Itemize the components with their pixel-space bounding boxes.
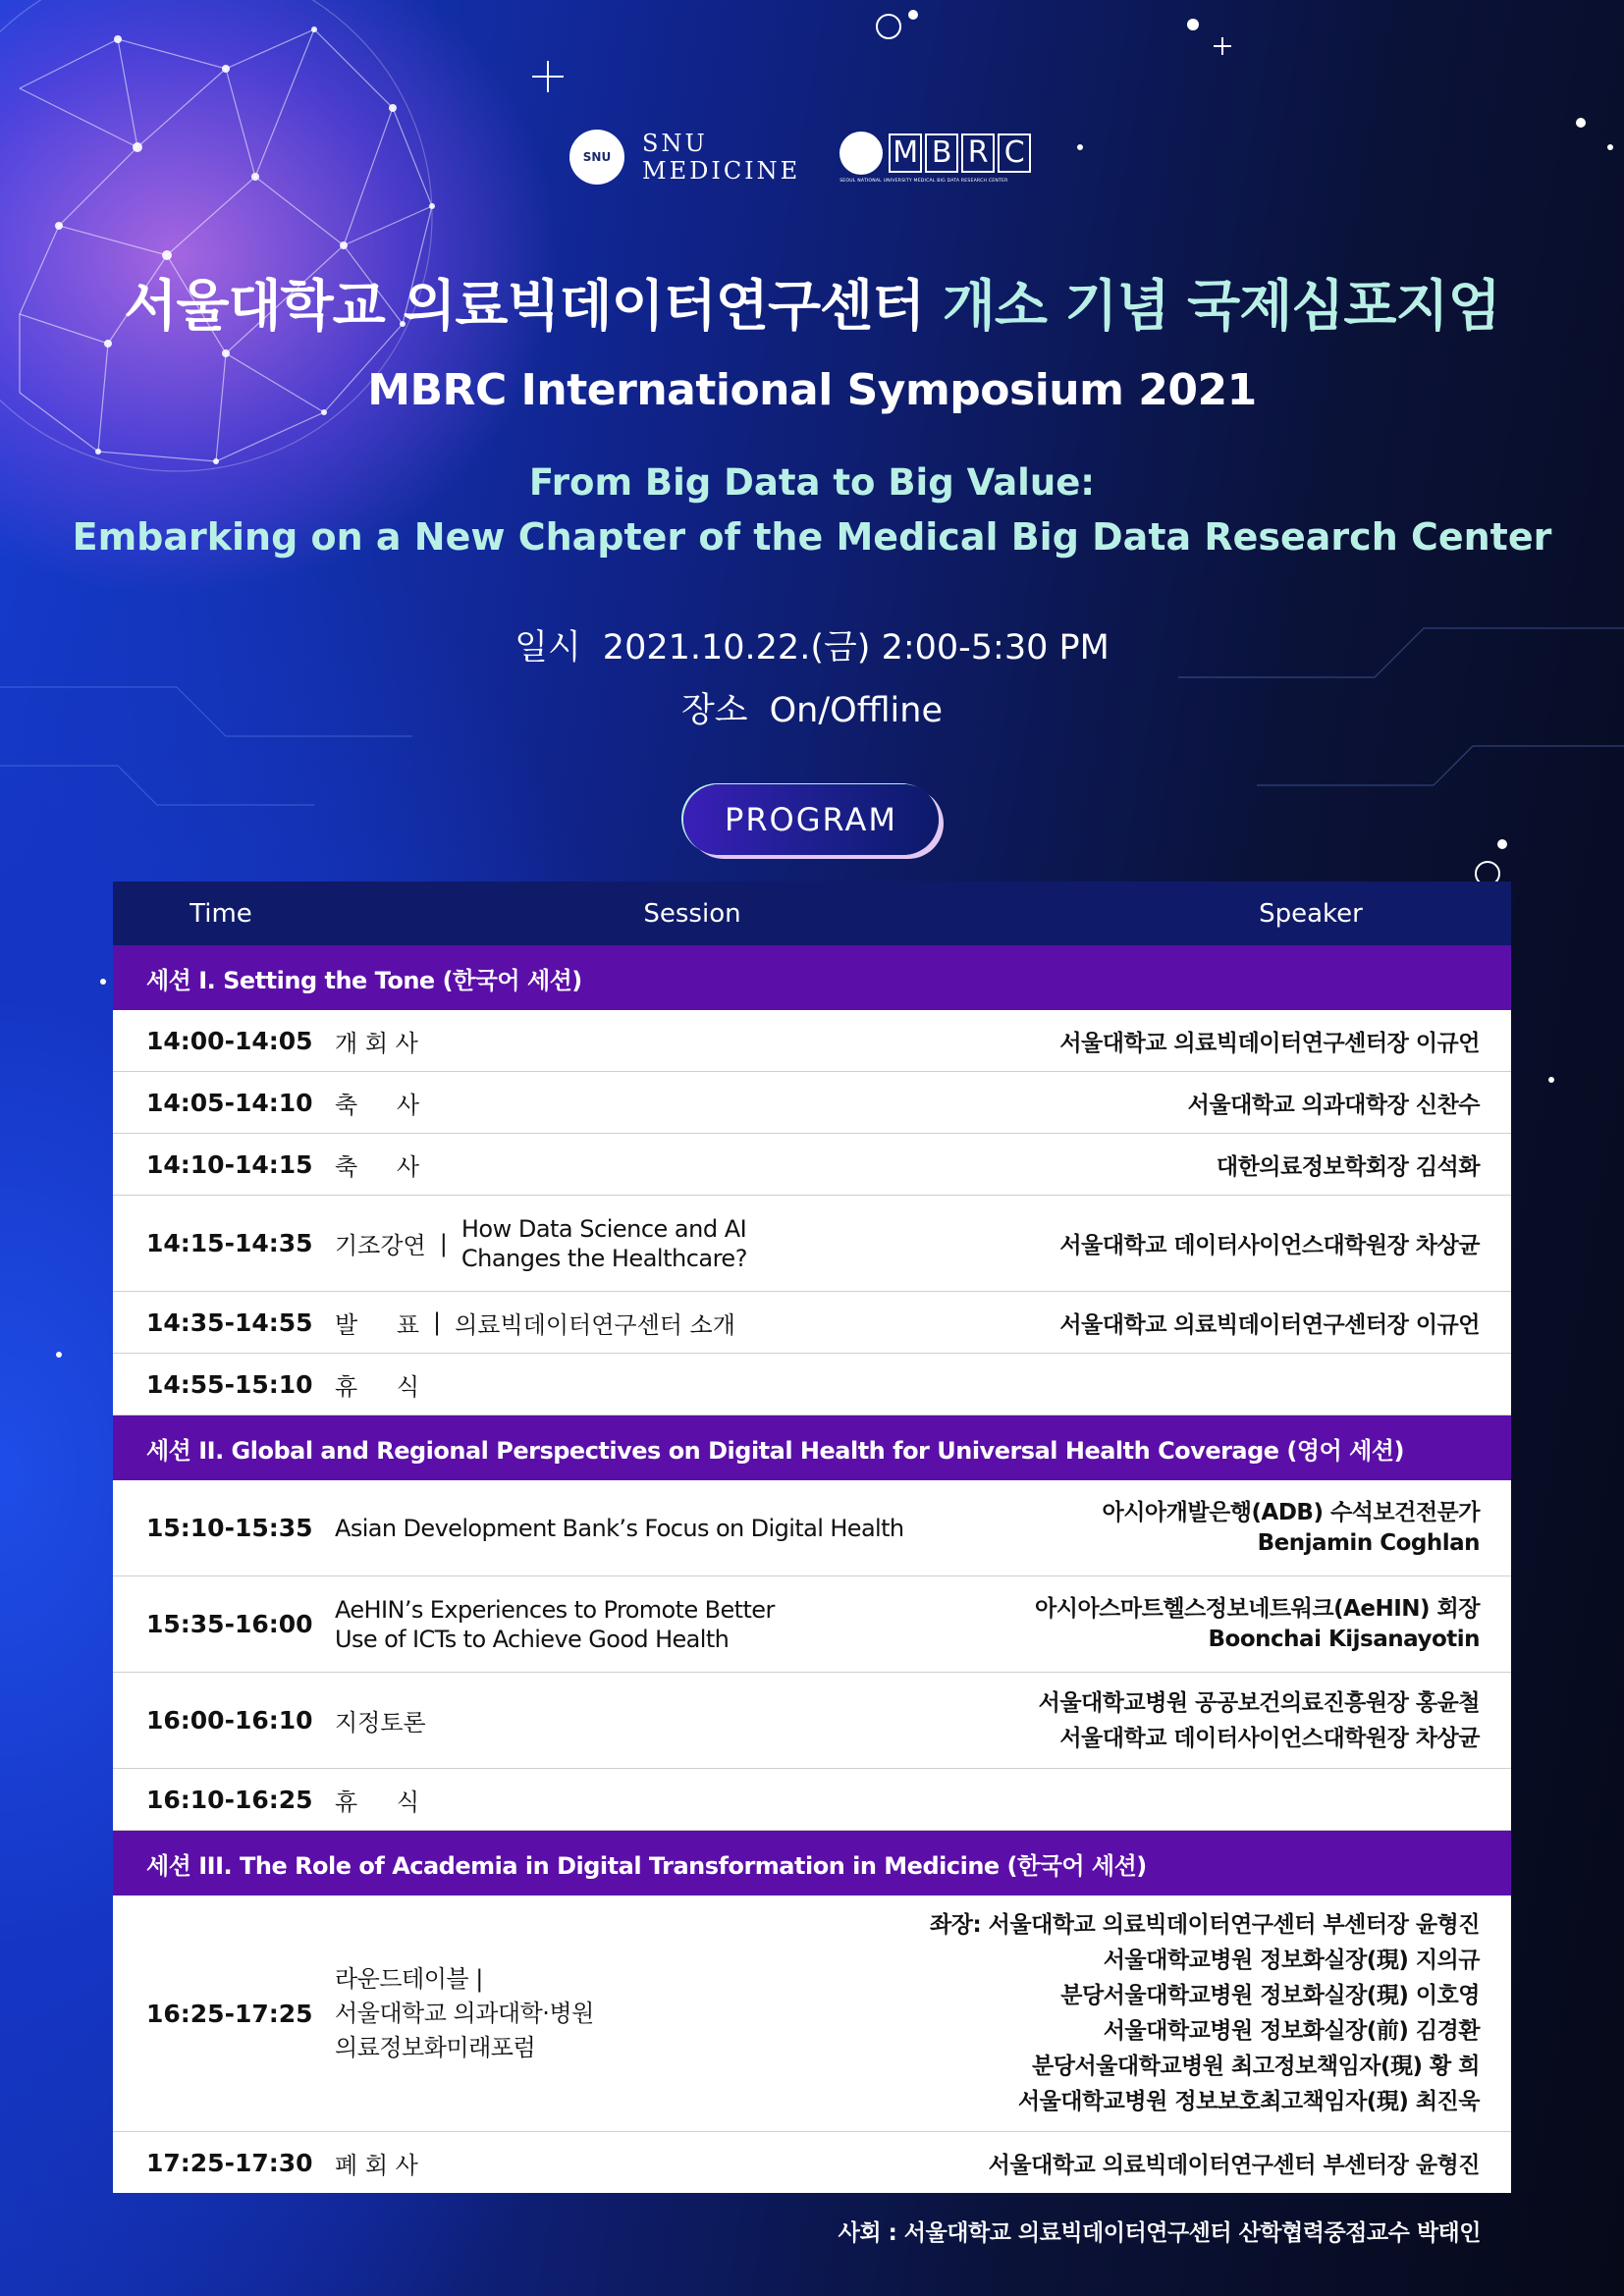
row-session: 휴 식	[335, 1372, 419, 1401]
row-session: 폐 회 사	[335, 2151, 418, 2179]
row-speaker: 서울대학교병원 공공보건의료진흥원장 홍윤철 서울대학교 데이터사이언스대학원장 차상균	[1038, 1689, 1480, 1751]
logo-bar	[569, 123, 1034, 191]
row-time: 15:35-16:00	[146, 1610, 313, 1638]
row-time: 14:35-14:55	[146, 1308, 313, 1337]
place-label: 장소	[681, 691, 748, 730]
row-speaker: 아시아개발은행(ADB) 수석보건전문가 Benjamin Coghlan	[1102, 1499, 1480, 1556]
program-table	[113, 881, 1511, 2193]
table-row	[113, 1354, 1511, 1415]
mbrc-letter: M	[889, 133, 922, 173]
row-session: 휴 식	[335, 1788, 419, 1816]
session-desc-line2: Changes the Healthcare?	[460, 1244, 747, 1272]
event-date	[0, 620, 1624, 669]
title-korean-accent: 개소 기념 국제심포지엄	[942, 275, 1500, 339]
row-speaker: 서울대학교 의료빅데이터연구센터장 이규언	[1059, 1030, 1480, 1056]
row-time: 16:25-17:25	[146, 1999, 313, 2028]
row-session: 지정토론	[335, 1709, 426, 1736]
subtitle-line2: Embarking on a New Chapter of the Medical Big Data Research Center	[72, 515, 1552, 559]
snu-medicine-logo	[642, 130, 800, 185]
place-value: On/Offline	[769, 691, 943, 730]
mbrc-logo	[839, 132, 1034, 184]
row-speaker: 서울대학교 데이터사이언스대학원장 차상균	[1059, 1233, 1480, 1258]
event-place	[0, 683, 1624, 732]
row-time: 14:55-15:10	[146, 1369, 313, 1399]
row-session: Asian Development Bank’s Focus on Digital Health	[335, 1514, 904, 1542]
row-speaker: 아시아스마트헬스정보네트워크(AeHIN) 회장 Boonchai Kijsanayotin	[1035, 1595, 1480, 1652]
title-korean	[0, 263, 1624, 342]
title-korean-main: 서울대학교 의료빅데이터연구센터	[124, 275, 925, 339]
row-time: 14:00-14:05	[146, 1026, 313, 1055]
row-time: 16:00-16:10	[146, 1706, 313, 1735]
separator: |	[439, 1229, 448, 1257]
snu-logo-line2: MEDICINE	[642, 157, 801, 185]
date-value: 2021.10.22.(금) 2:00-5:30 PM	[602, 628, 1110, 667]
row-session: 발 표 | 의료빅데이터연구센터 소개	[335, 1292, 735, 1353]
mbrc-letter: R	[961, 133, 995, 173]
table-row	[113, 1769, 1511, 1831]
session-desc-line1: How Data Science and AI	[460, 1214, 747, 1243]
row-session: AeHIN’s Experiences to Promote Better Use of ICTs to Achieve Good Health	[335, 1595, 775, 1653]
table-row	[113, 1292, 1511, 1354]
table-row	[113, 1072, 1511, 1134]
snu-emblem-icon: SNU	[569, 130, 624, 185]
separator: |	[433, 1308, 442, 1336]
table-row	[113, 1673, 1511, 1769]
subtitle-line1: From Big Data to Big Value:	[528, 461, 1096, 504]
row-speaker: 서울대학교 의료빅데이터연구센터장 이규언	[1059, 1311, 1480, 1338]
table-row	[113, 1576, 1511, 1673]
session-desc: 의료빅데이터연구센터 소개	[455, 1310, 735, 1339]
row-speaker: 대한의료정보학회장 김석화	[1216, 1153, 1480, 1180]
snu-logo-line1: SNU	[642, 130, 708, 157]
section-2-heading: 세션 II. Global and Regional Perspectives on Digital Health for Universal Health Coverage (영어 세션)	[113, 1415, 1511, 1480]
mbrc-letter: B	[925, 133, 958, 173]
row-speaker: 서울대학교 의료빅데이터연구센터 부센터장 윤형진	[988, 2152, 1480, 2178]
section-3-heading: 세션 III. The Role of Academia in Digital Transformation in Medicine (한국어 세션)	[113, 1831, 1511, 1896]
host-credit: 사회 : 서울대학교 의료빅데이터연구센터 산학협력중점교수 박태인	[838, 2220, 1481, 2246]
row-session: 개 회 사	[335, 1029, 418, 1057]
row-time: 14:05-14:10	[146, 1088, 313, 1117]
header-speaker: Speaker	[1259, 898, 1363, 929]
moderator: 좌장: 서울대학교 의료빅데이터연구센터 부센터장 윤형진	[930, 1912, 1480, 1938]
row-session: 축 사	[335, 1152, 419, 1181]
row-speaker: 좌장: 서울대학교 의료빅데이터연구센터 부센터장 윤형진 서울대학교병원 정보화실장(現) 지의규 분당서울대학교병원 정보화실장(現) 이호영 서울대학교병원 정보화실장(前) 김경환 분당서울대학교병원 최고정보책임자(現) 황 희 서울대학교병원 정보보호최고책임자(現) 최진욱	[930, 1896, 1480, 2131]
row-time: 17:25-17:30	[146, 2148, 313, 2177]
table-row	[113, 1134, 1511, 1196]
mbrc-letter: C	[998, 133, 1031, 173]
row-time: 15:10-15:35	[146, 1514, 313, 1542]
mbrc-logo-subtext: SEOUL NATIONAL UNIVERSITY MEDICAL BIG DATA RESEARCH CENTER	[839, 178, 1008, 184]
table-row	[113, 1480, 1511, 1576]
row-time: 14:10-14:15	[146, 1149, 313, 1179]
row-speaker: 서울대학교 의과대학장 신찬수	[1187, 1092, 1480, 1118]
program-badge: PROGRAM	[683, 784, 939, 855]
mbrc-emblem-icon	[839, 132, 883, 175]
table-row	[113, 1896, 1511, 2132]
header-time: Time	[189, 898, 252, 929]
header-session: Session	[643, 898, 741, 929]
row-time: 16:10-16:25	[146, 1785, 313, 1814]
table-row	[113, 2132, 1511, 2193]
row-session: 기조강연 | How Data Science and AI Changes the Healthcare?	[335, 1214, 747, 1272]
table-row	[113, 1196, 1511, 1292]
row-time: 14:15-14:35	[146, 1229, 313, 1257]
row-session: 축 사	[335, 1091, 419, 1119]
title-english: MBRC International Symposium 2021	[367, 365, 1257, 415]
table-row	[113, 1010, 1511, 1072]
table-header	[113, 881, 1511, 945]
date-label: 일시	[514, 628, 581, 667]
row-session: 라운드테이블 | 서울대학교 의과대학·병원 의료정보화미래포럼	[335, 1964, 594, 2061]
section-1-heading: 세션 I. Setting the Tone (한국어 세션)	[113, 945, 1511, 1010]
